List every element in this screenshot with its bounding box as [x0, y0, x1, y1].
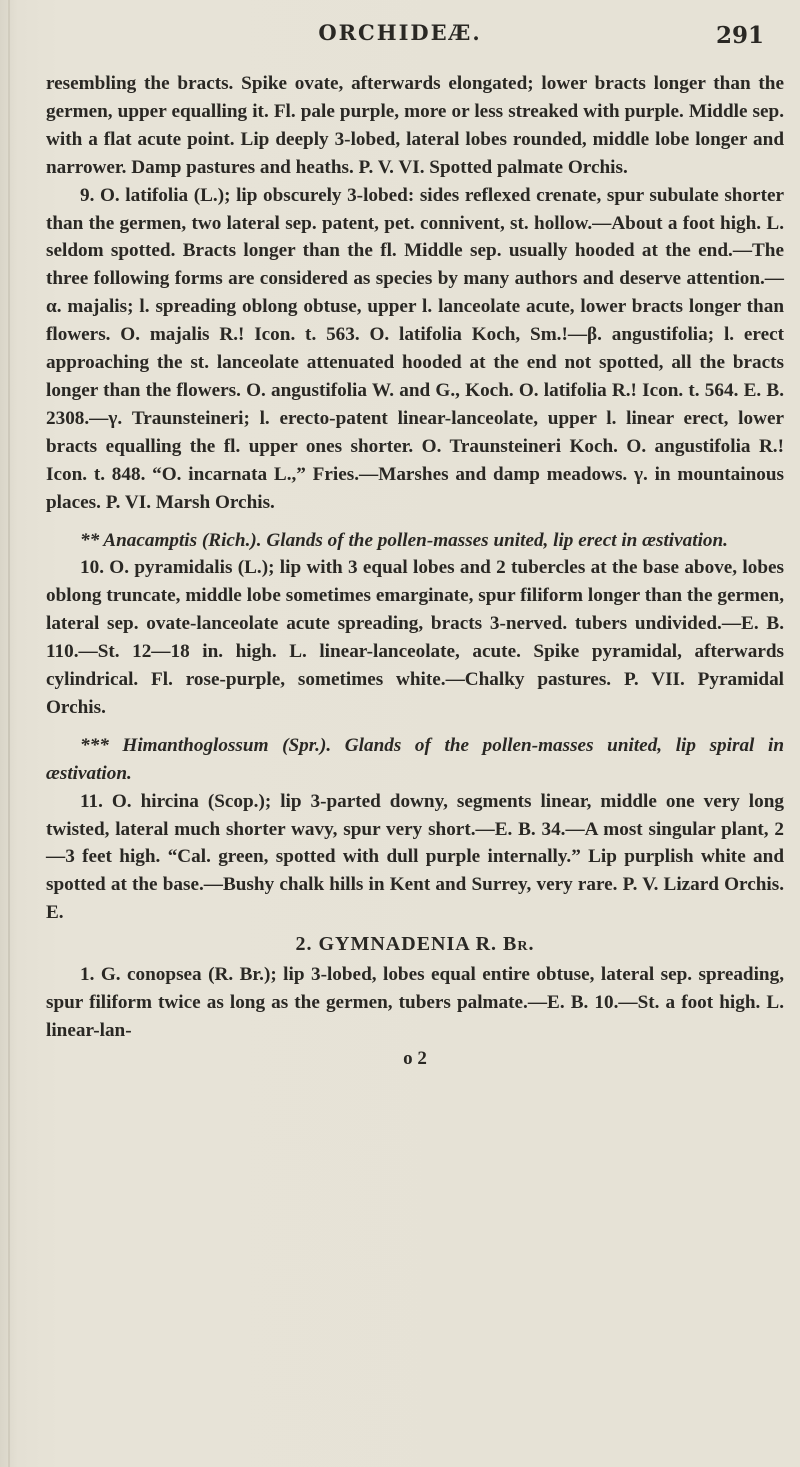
section-heading-anacamptis: ** Anacamptis (Rich.). Glands of the pollen-masses united, lip erect in æstivation. [80, 529, 728, 551]
page-number: 291 [715, 22, 764, 49]
genus-heading-gymnadenia: 2. GYMNADENIA R. Br. [295, 933, 535, 956]
paragraph-orchis-latifolia: 9. O. latifolia (L.); lip obscurely 3-lobed: sides reflexed crenate, spur subulate shorter than the germen, two lateral sep. patent, pet. connivent, st. hollow.—About a foot high. L. seldom spotted. Bracts longer than the fl. Middle sep. usually hooded at the end.—The three following forms are considered as species by many authors and deserve attention.—α. majalis; l. spreading oblong obtuse, upper l. lanceolate acute, lower bracts longer than flowers. O. majalis R.! Icon. t. 563. O. latifolia Koch, Sm.!—β. angustifolia; l. erect approaching the st. lanceolate attenuated hooded at the end not spotted, all the bracts longer than the flowers. O. angustifolia W. and G., Koch. O. latifolia R.! Icon. t. 564. E. B. 2308.—γ. Traunsteineri; l. erecto-patent linear-lanceolate, upper l. linear erect, lower bracts equalling the fl. upper ones shorter. O. Traunsteineri Koch. O. angustifolia R.! Icon. t. 848. “O. incarnata L.,” Fries.—Marshes and damp meadows. γ. in mountainous places. P. VI. Marsh Orchis. [46, 184, 784, 513]
signature-mark: o 2 [403, 1047, 427, 1069]
paragraph-gymnadenia-conopsea: 1. G. conopsea (R. Br.); lip 3-lobed, lobes equal entire obtuse, lateral sep. spreading, spur filiform twice as long as the germen, tubers palmate.—E. B. 10.—St. a foot high. L. linear-lan- [46, 964, 784, 1041]
section-heading-himanthoglossum: *** Himanthoglossum (Spr.). Glands of the pollen-masses united, lip spiral in æstivation. [46, 734, 784, 784]
body-text [46, 70, 784, 1073]
paragraph-orchis-pyramidalis: 10. O. pyramidalis (L.); lip with 3 equal lobes and 2 tubercles at the base above, lobes oblong truncate, middle lobe sometimes emarginate, spur filiform longer than the germen, lateral sep. ovate-lanceolate acute spreading, bracts 3-nerved. tubers undivided.—E. B. 110.—St. 12—18 in. high. L. linear-lanceolate, acute. Spike pyramidal, afterwards cylindrical. Fl. rose-purple, sometimes white.—Chalky pastures. P. VII. Pyramidal Orchis. [46, 557, 784, 718]
page-header [0, 20, 800, 70]
paragraph-orchis-hircina: 11. O. hircina (Scop.); lip 3-parted downy, segments linear, middle one very long twisted, lateral much shorter wavy, spur very short.—E. B. 34.—A most singular plant, 2—3 feet high. “Cal. green, spotted with dull purple internally.” Lip purplish white and spotted at the base.—Bushy chalk hills in Kent and Surrey, very rare. P. V. Lizard Orchis. E. [46, 790, 784, 924]
running-title: ORCHIDEÆ. [318, 20, 482, 45]
paragraph-continued: resembling the bracts. Spike ovate, afterwards elongated; lower bracts longer than the germen, upper equalling it. Fl. pale purple, more or less streaked with purple. Middle sep. with a flat acute point. Lip deeply 3-lobed, lateral lobes rounded, middle lobe longer and narrower. Damp pastures and heaths. P. V. VI. Spotted palmate Orchis. [46, 73, 784, 178]
page-edge-shadow [8, 0, 10, 1467]
